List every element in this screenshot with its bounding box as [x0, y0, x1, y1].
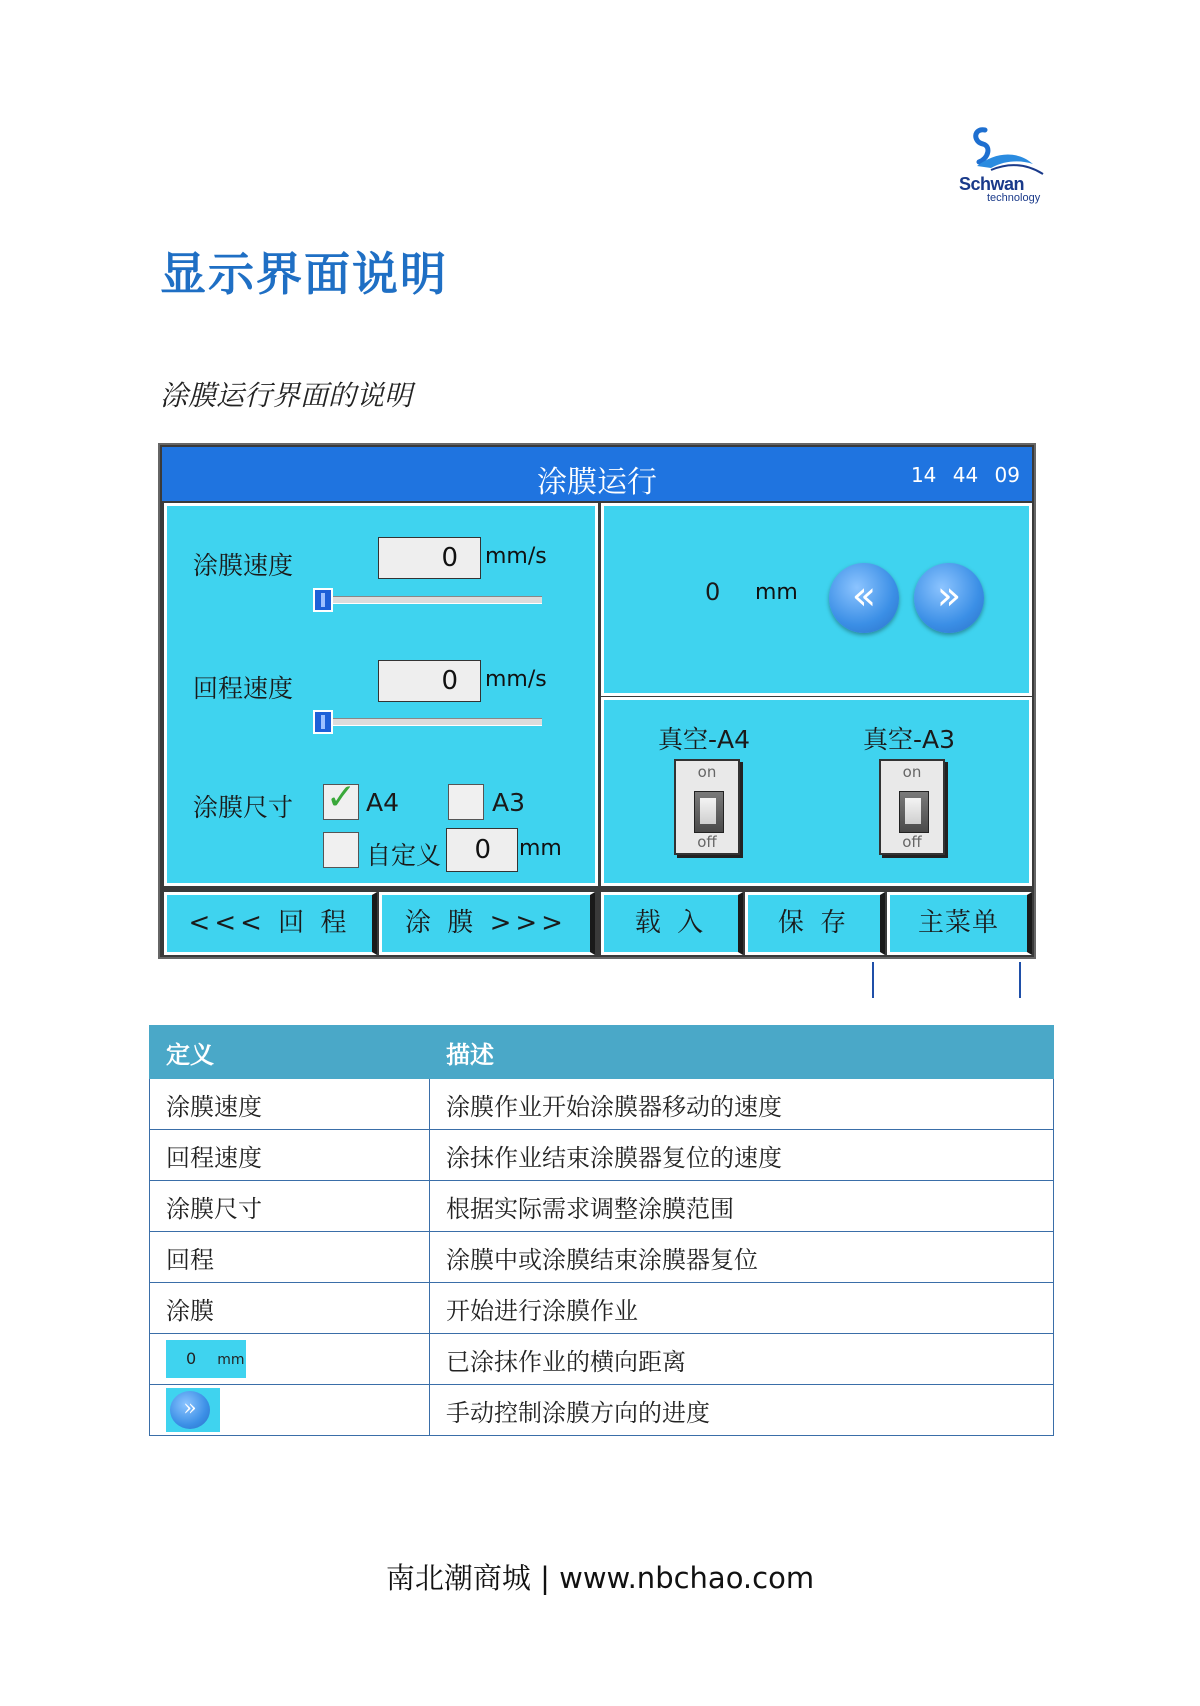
header-description: 描述 [430, 1026, 1054, 1079]
definition-table [149, 1025, 1054, 1436]
desc-cell: 涂抹作业结束涂膜器复位的速度 [430, 1130, 1054, 1181]
page-title: 显示界面说明 [160, 247, 448, 301]
footer: 南北潮商城 | www.nbchao.com [385, 1561, 815, 1595]
callout-line [1019, 962, 1021, 998]
return-speed-slider[interactable] [317, 718, 542, 726]
double-chevron-right-icon: » [936, 573, 962, 619]
table-row [150, 1283, 1054, 1334]
desc-cell: 开始进行涂膜作业 [430, 1283, 1054, 1334]
sample-unit: mm [217, 1352, 245, 1368]
load-button[interactable]: 载 入 [601, 892, 743, 955]
a3-label: A3 [492, 788, 526, 817]
jog-button-sample [166, 1388, 220, 1432]
return-speed-input[interactable]: 0 [378, 660, 481, 702]
term-cell [150, 1385, 430, 1436]
vacuum-a4-label: 真空-A4 [658, 725, 751, 754]
term-cell: 涂膜 [150, 1283, 430, 1334]
distance-unit: mm [755, 580, 798, 605]
double-chevron-right-icon: » [170, 1391, 210, 1429]
logo-brand: Schwan [959, 174, 1025, 194]
desc-cell: 根据实际需求调整涂膜范围 [430, 1181, 1054, 1232]
sample-value: 0 [186, 1349, 197, 1368]
switch-off-label: off [902, 833, 922, 851]
coat-button[interactable]: 涂 膜 >>> [379, 892, 595, 955]
vacuum-a3-switch[interactable] [879, 759, 945, 855]
settings-panel [164, 503, 598, 886]
custom-size-checkbox[interactable] [323, 832, 359, 868]
desc-cell: 手动控制涂膜方向的进度 [430, 1385, 1054, 1436]
distance-display-sample [166, 1340, 246, 1378]
hmi-clock: 14 44 09 [910, 463, 1020, 487]
coat-speed-slider[interactable] [317, 596, 542, 604]
return-button[interactable]: <<< 回 程 [164, 892, 377, 955]
term-cell: 涂膜速度 [150, 1079, 430, 1130]
save-button[interactable]: 保 存 [745, 892, 885, 955]
hmi-screen [158, 443, 1036, 959]
callout-line [872, 962, 874, 998]
main-menu-button[interactable]: 主菜单 [887, 892, 1032, 955]
desc-cell: 已涂抹作业的横向距离 [430, 1334, 1054, 1385]
distance-value: 0 [705, 578, 721, 606]
coat-speed-label: 涂膜速度 [193, 551, 294, 580]
position-panel [601, 503, 1032, 696]
return-speed-label: 回程速度 [193, 674, 294, 703]
custom-size-unit: mm [519, 836, 562, 861]
switch-off-label: off [697, 833, 717, 851]
table-row [150, 1232, 1054, 1283]
size-label: 涂膜尺寸 [193, 793, 294, 822]
table-header-row [150, 1026, 1054, 1079]
coat-speed-slider-thumb[interactable] [313, 588, 333, 612]
desc-cell: 涂膜作业开始涂膜器移动的速度 [430, 1079, 1054, 1130]
switch-on-label: on [902, 763, 922, 781]
term-cell: 回程速度 [150, 1130, 430, 1181]
desc-cell: 涂膜中或涂膜结束涂膜器复位 [430, 1232, 1054, 1283]
term-cell: 涂膜尺寸 [150, 1181, 430, 1232]
double-chevron-left-icon: « [851, 573, 877, 619]
coat-speed-input[interactable]: 0 [378, 537, 481, 579]
rocker-icon [694, 791, 724, 833]
logo-sub: technology [987, 192, 1041, 204]
table-row [150, 1181, 1054, 1232]
vacuum-panel [601, 697, 1032, 886]
switch-on-label: on [697, 763, 717, 781]
custom-size-label: 自定义 [366, 841, 442, 870]
company-logo [955, 122, 1065, 212]
a3-checkbox[interactable] [448, 784, 484, 820]
hmi-title-bar [162, 447, 1032, 501]
section-title: 涂膜运行界面的说明 [160, 379, 413, 412]
term-cell [150, 1334, 430, 1385]
return-speed-unit: mm/s [485, 667, 547, 692]
vacuum-a3-label: 真空-A3 [863, 725, 956, 754]
table-row [150, 1385, 1054, 1436]
table-row [150, 1334, 1054, 1385]
table-row [150, 1079, 1054, 1130]
custom-size-input[interactable]: 0 [446, 828, 518, 872]
jog-forward-button[interactable] [914, 563, 984, 633]
coat-speed-unit: mm/s [485, 544, 547, 569]
vacuum-a4-switch[interactable] [674, 759, 740, 855]
a4-checkbox[interactable] [323, 777, 359, 820]
rocker-icon [899, 791, 929, 833]
a4-label: A4 [366, 788, 400, 817]
jog-back-button[interactable] [829, 563, 899, 633]
swan-logo-icon [955, 122, 1065, 182]
header-definition: 定义 [150, 1026, 430, 1079]
return-speed-slider-thumb[interactable] [313, 710, 333, 734]
hmi-title: 涂膜运行 [537, 465, 657, 500]
table-row [150, 1130, 1054, 1181]
checkmark-icon: ✓ [326, 777, 357, 818]
term-cell: 回程 [150, 1232, 430, 1283]
